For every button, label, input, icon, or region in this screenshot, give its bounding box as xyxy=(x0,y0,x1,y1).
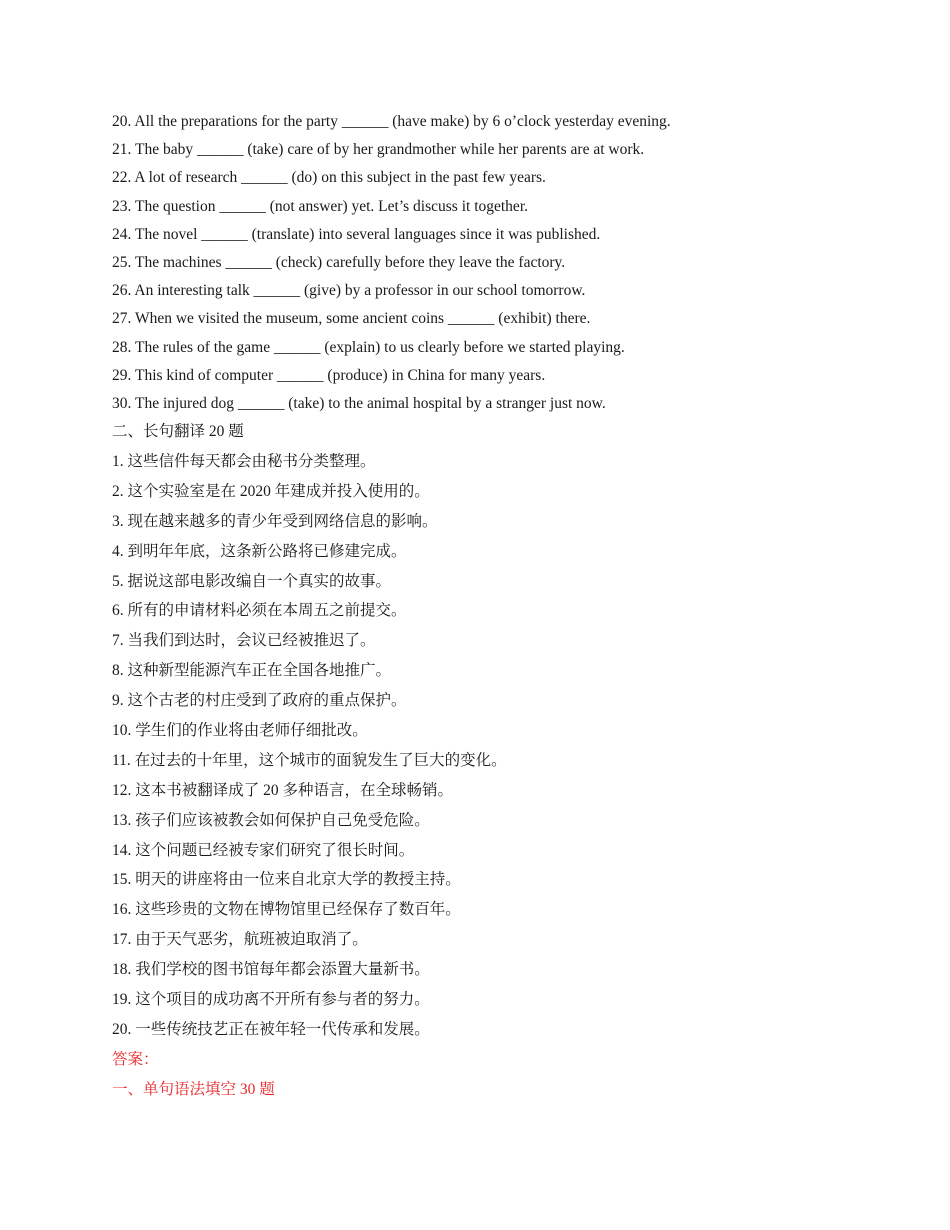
translation-item-3: 3. 现在越来越多的青少年受到网络信息的影响。 xyxy=(112,512,438,530)
translation-item-2: 2. 这个实验室是在 2020 年建成并投入使用的。 xyxy=(112,482,430,500)
translation-item-4: 4. 到明年年底，这条新公路将已修建完成。 xyxy=(112,542,407,560)
fill-in-question-28: 28. The rules of the game ______ (explain) to us clearly before we started playing. xyxy=(112,338,625,356)
translation-item-18: 18. 我们学校的图书馆每年都会添置大量新书。 xyxy=(112,961,430,979)
fill-in-question-24: 24. The novel ______ (translate) into several languages since it was published. xyxy=(112,225,601,243)
translation-item-5: 5. 据说这部电影改编自一个真实的故事。 xyxy=(112,572,392,590)
translation-item-10: 10. 学生们的作业将由老师仔细批改。 xyxy=(112,721,368,739)
document-page xyxy=(112,110,872,1108)
translation-section xyxy=(112,420,872,1048)
translation-item-7: 7. 当我们到达时，会议已经被推迟了。 xyxy=(112,632,376,650)
translation-item-11: 11. 在过去的十年里，这个城市的面貌发生了巨大的变化。 xyxy=(112,751,507,769)
fill-in-question-list xyxy=(112,110,872,420)
translation-item-9: 9. 这个古老的村庄受到了政府的重点保护。 xyxy=(112,692,407,710)
translation-section-heading: 二、长句翻译 20 题 xyxy=(112,423,244,441)
fill-in-question-26: 26. An interesting talk ______ (give) by a professor in our school tomorrow. xyxy=(112,282,586,300)
translation-item-6: 6. 所有的申请材料必须在本周五之前提交。 xyxy=(112,602,407,620)
translation-item-14: 14. 这个问题已经被专家们研究了很长时间。 xyxy=(112,841,415,859)
answers-section-heading: 一、单句语法填空 30 题 xyxy=(112,1080,275,1098)
fill-in-question-25: 25. The machines ______ (check) carefully before they leave the factory. xyxy=(112,253,566,271)
fill-in-question-29: 29. This kind of computer ______ (produce) in China for many years. xyxy=(112,366,546,384)
translation-item-20: 20. 一些传统技艺正在被年轻一代传承和发展。 xyxy=(112,1020,430,1038)
translation-item-8: 8. 这种新型能源汽车正在全国各地推广。 xyxy=(112,662,392,680)
translation-item-13: 13. 孩子们应该被教会如何保护自己免受危险。 xyxy=(112,811,430,829)
translation-item-17: 17. 由于天气恶劣，航班被迫取消了。 xyxy=(112,931,368,949)
translation-item-16: 16. 这些珍贵的文物在博物馆里已经保存了数百年。 xyxy=(112,901,461,919)
fill-in-question-22: 22. A lot of research ______ (do) on this subject in the past few years. xyxy=(112,169,546,187)
fill-in-question-23: 23. The question ______ (not answer) yet. Let’s discuss it together. xyxy=(112,197,528,215)
answers-label: 答案： xyxy=(112,1050,159,1068)
fill-in-question-30: 30. The injured dog ______ (take) to the animal hospital by a stranger just now. xyxy=(112,394,606,412)
fill-in-question-20: 20. All the preparations for the party ______ (have make) by 6 o’clock yesterday evening. xyxy=(112,113,671,130)
fill-in-question-27: 27. When we visited the museum, some ancient coins ______ (exhibit) there. xyxy=(112,310,591,328)
translation-item-15: 15. 明天的讲座将由一位来自北京大学的教授主持。 xyxy=(112,871,461,889)
answers-section xyxy=(112,1048,872,1108)
translation-item-1: 1. 这些信件每天都会由秘书分类整理。 xyxy=(112,452,376,470)
fill-in-question-21: 21. The baby ______ (take) care of by her grandmother while her parents are at work. xyxy=(112,141,645,159)
translation-item-19: 19. 这个项目的成功离不开所有参与者的努力。 xyxy=(112,990,430,1008)
translation-item-12: 12. 这本书被翻译成了 20 多种语言，在全球畅销。 xyxy=(112,781,454,799)
